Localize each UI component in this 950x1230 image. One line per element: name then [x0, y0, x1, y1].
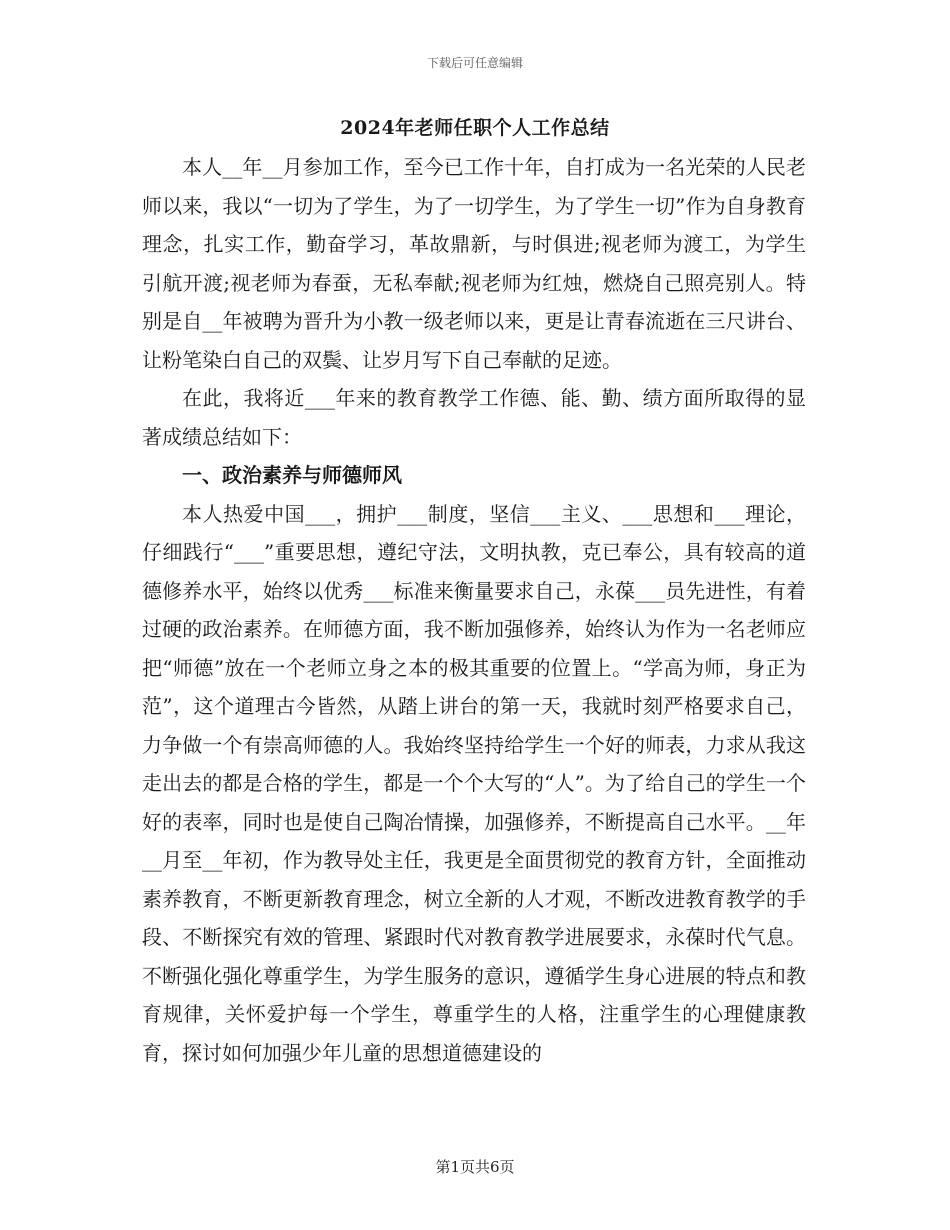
paragraph-intro: 本人__年__月参加工作，至今已工作十年，自打成为一名光荣的人民老师以来，我以“一切为了学生，为了一切学生，为了学生一切”作为自身教育理念，扎实工作，勤奋学习，革故鼎新，与时俱进;视老师为渡工，为学生引航开渡;视老师为春蚕，无私奉献;视老师为红烛，燃烧自己照亮别人。特别是自__年被聘为晋升为小教一级老师以来，更是让青春流逝在三尺讲台、让粉笔染白自己的双鬓、让岁月写下自己奉献的足迹。	[142, 155, 806, 372]
paragraph-summary-lead: 在此，我将近___年来的教育教学工作德、能、勤、绩方面所取得的显著成绩总结如下：	[142, 386, 806, 449]
page-footer: 第1页共6页	[435, 1158, 515, 1176]
document-body	[142, 148, 806, 1072]
page-header: 下载后可任意编辑	[426, 56, 523, 70]
document-title: 2024年老师任职个人工作总结	[340, 117, 610, 139]
section-heading-politics: 一、政治素养与师德师风	[182, 463, 402, 487]
paragraph-politics-ethics: 本人热爱中国___，拥护___制度，坚信___主义、___思想和___理论，仔细践行“___”重要思想，遵纪守法，文明执教，克已奉公，具有较高的道德修养水平，始终以优秀___标准来衡量要求自己，永葆___员先进性，有着过硬的政治素养。在师德方面，我不断加强修养，始终认为作为一名老师应把“师德”放在一个老师立身之本的极其重要的位置上。“学高为师，身正为范”，这个道理古今皆然，从踏上讲台的第一天，我就时刻严格要求自己，力争做一个有崇高师德的人。我始终坚持给学生一个好的师表，力求从我这走出去的都是合格的学生，都是一个个大写的“人”。为了给自己的学生一个好的表率，同时也是使自己陶冶情操，加强修养，不断提高自己水平。__年__月至__年初，作为教导处主任，我更是全面贯彻党的教育方针，全面推动素养教育，不断更新教育理念，树立全新的人才观，不断改进教育教学的手段、不断探究有效的管理、紧跟时代对教育教学进展要求，永葆时代气息。不断强化强化尊重学生，为学生服务的意识，遵循学生身心进展的特点和教育规律，关怀爱护每一个学生，尊重学生的人格，注重学生的心理健康教育，探讨如何加强少年儿童的思想道德建设的	[142, 501, 806, 1065]
